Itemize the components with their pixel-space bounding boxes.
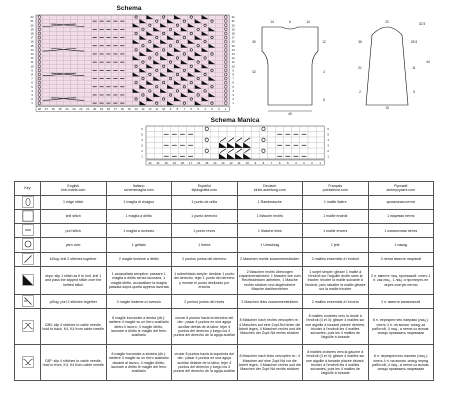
header-italiano: Italiano schemimaglia.com [106,182,172,196]
column-number: 12 [148,107,152,111]
sleeve-row-number: 6 [327,127,329,132]
key-row-k2tog [15,252,434,266]
key-it-cell: 1 accavallata semplice: passare 1 maglia a diritto senza lavorarla, 1 maglia diritto, accavallare la maglia passata sopra quella appena lavorata [106,267,172,295]
body-dimension: 12 [322,40,326,44]
purl-icon [22,224,34,236]
header-english: English knit-charts.com [41,182,107,196]
key-row-knit [15,209,434,223]
column-number: 22 [79,107,83,111]
row-number: 18 [231,31,235,36]
body-dimension: 14 [270,20,274,24]
key-row-yo [15,238,434,252]
key-en-cell: C8F: slip 4 stitches to cable needle, hold to front, K4, K4 from cable needle [41,345,107,381]
key-row-c8f [15,345,434,381]
p2tog-icon [22,295,34,307]
column-number: 10 [162,107,166,111]
key-ru-cell: 2 п. вместе изнаночной [368,295,434,309]
column-number: 15 [127,107,131,111]
column-number: 9 [169,107,172,111]
key-symbol-cell [15,267,41,295]
key-es-cell: 1 hebra [172,238,238,252]
key-fr-cell: 8 mailles croisées vers la droite à l'endroit (4 et 4): glisser 4 mailles sur une aiguille à torsade placée derrière, tricoter à l'endroit les 4 mailles suivantes, puis les 4 mailles de l'aiguille à torsade [303,309,369,345]
sleeve-column-number: 22 [148,160,152,165]
sleeve-row-number: 6 [141,127,143,132]
body-dimension: 14 [306,20,310,24]
header-key: Key [15,182,41,196]
sleeve-column-number: 9 [254,160,257,165]
sleeve-column-number: 6 [278,160,281,165]
sleeve-column-number: 21 [156,160,160,165]
row-number: 18 [30,31,34,36]
sleeve-dimension: 11 [412,66,416,70]
row-number: 22 [30,15,34,20]
row-number: 14 [30,47,34,52]
key-fr-cell: 1 surjet simple: glisser 1 maille à l'endroit sur l'aiguille droite sans la tricoter, tricoter la maille suivante à l'endroit, puis rabattre la maille glissée sur la maille tricotée [303,267,369,295]
key-symbol-cell [15,295,41,309]
key-symbol-cell [15,209,41,223]
row-number: 5 [31,84,33,89]
row-number: 14 [231,47,235,52]
column-number: 8 [176,107,179,111]
key-en-cell: p2tog: purl 2 stitches together [41,295,107,309]
key-en-cell: knit stitch [41,209,107,223]
row-number: 17 [231,35,235,40]
key-it-cell: 1 gettato [106,238,172,252]
column-number: 13 [141,107,145,111]
body-dimension: 32 [252,70,256,74]
key-ru-cell: 8 п. перекрестить направо (лиц.): снять 4 п. на вспом. спицу за работой, 4 лиц., а петли со вспом. спицы провязать лицевыми [368,309,434,345]
sleeve-outline [366,27,408,105]
key-ru-cell: 1 лицевая петля [368,209,434,223]
yo-icon [22,238,34,250]
key-de-cell: 8 Maschen nach rechts verzopfen re.: 4 Maschen auf eine Zopf-Nd hinter die Arbeit legen, 4 Maschen rechts und die Maschen der Zopf-Nd rechts stricken [237,309,303,345]
edge-icon [22,196,34,208]
sleeve-row-number: 3 [141,143,143,148]
row-number: 2 [232,97,234,102]
column-number: 11 [155,107,159,111]
sleeve-column-number: 4 [295,160,297,165]
key-es-cell: cruzar 8 puntos hacia la derecha del der.: pasar 4 puntos en una aguja auxiliar detrás de la labor, tejer 4 puntos del derecho y luego los 4 puntos del derecho de la aguja auxiliar [172,309,238,345]
row-number: 16 [231,39,235,44]
row-number: 6 [31,80,33,85]
sleeve-column-number: 8 [262,160,265,165]
row-number: 7 [232,76,234,81]
header-francais: Français pointstricot.com [303,182,369,196]
k2tog-icon [22,253,34,265]
key-es-cell: 2 puntos juntos del derecho [172,252,238,266]
key-de-cell: 1 Masche rechts [237,209,303,223]
column-number: 5 [197,107,199,111]
key-de-cell: 8 Maschen nach links verzopfen re.: 4 Maschen auf eine Zopf-Nd vor die Arbeit legen, 4 Maschen rechts und die Maschen der Zopf-Nd rechts stricken [237,345,303,381]
body-outline [262,27,318,105]
row-number: 20 [231,23,235,28]
sleeve-dimension: 21 [358,66,362,70]
header-deutsch: Deutsch strick-anleitung.com [237,182,303,196]
row-number: 1 [31,101,33,106]
column-number: 24 [65,107,69,111]
sleeve-column-number: 16 [197,160,201,165]
column-number: 7 [183,107,186,111]
symbol-frame [22,196,33,207]
column-number: 26 [51,107,55,111]
body-dimension: 30 [252,40,256,44]
column-number: 18 [106,107,111,111]
column-number: 2 [218,107,220,111]
key-symbol-cell [15,309,41,345]
row-number: 15 [30,43,34,48]
sleeve-dimension: 2 [359,90,361,94]
key-symbol-cell [15,195,41,209]
row-number: 2 [31,97,33,102]
key-de-cell: 1 Randmasche [237,195,303,209]
column-number: 27 [44,107,48,111]
row-number: 10 [231,64,235,69]
body-dimension: 2 [323,70,325,74]
key-table-header-row [15,182,434,196]
sleeve-column-number: 1 [319,160,321,165]
body-dimension: 40 [288,112,292,116]
sleeve-dimension: 32.5 [418,22,426,26]
c8f-icon [22,356,34,368]
symbol-frame [22,239,33,250]
sleeve-column-number: 13 [221,160,225,165]
key-it-cell: 1 maglia di vivagno [106,195,172,209]
key-de-cell: 2 Maschen rechts zusammenstricken [237,252,303,266]
sleeve-dimension: 15 [385,106,389,110]
key-row-skpo [15,267,434,295]
key-ru-cell: 1 накид [368,238,434,252]
header-espanol: Español tejidografia.com [172,182,238,196]
symbol-frame [22,321,33,332]
sleeve-dimension: 36 [358,40,362,44]
row-number: 1 [232,101,234,106]
key-en-cell: C8B: slip 4 stitches to cable needle, hold to back, K4, K4 from cable needle [41,309,107,345]
key-ru-cell: кромочная петля [368,195,434,209]
sleeve-stitch-chart [138,124,338,172]
body-dimension: 5 [323,98,325,102]
row-number: 15 [231,43,235,48]
key-symbol-cell [15,224,41,238]
sleeve-column-number: 20 [164,160,168,165]
sleeve-row-number: 4 [327,138,329,143]
garment-schematics [242,13,442,119]
key-it-cell: 2 maglie insieme a rovescio [106,295,172,309]
row-number: 8 [232,72,234,77]
key-row-c8b [15,309,434,345]
sleeve-column-number: 10 [245,160,249,165]
key-fr-cell: 8 mailles croisées vers la gauche à l'endroit (4 et 4): glisser 4 mailles sur une aiguille à torsade placée devant, tricoter à l'endroit les 4 mailles suivantes, puis les 4 mailles de l'aiguille à torsade [303,345,369,381]
key-it-cell: 1 maglia a diritto [106,209,172,223]
column-number: 25 [58,107,62,111]
column-number: 3 [211,107,213,111]
row-number: 9 [232,68,234,73]
knit-stitch-symbol [23,211,33,221]
key-fr-cell: 1 maille lisière [303,195,369,209]
schema-manica-title: Schema Manica [210,117,260,124]
sleeve-column-number: 12 [229,160,233,165]
sleeve-row-number: 1 [141,154,143,159]
sleeve-row-number: 5 [327,132,329,137]
row-number: 8 [31,72,33,77]
sleeve-row-number: 3 [327,143,329,148]
knit-icon [22,210,34,222]
key-fr-cell: 1 maille envers [303,224,369,238]
sleeve-column-number: 15 [205,160,209,165]
row-number: 17 [30,35,34,40]
key-en-cell: skpo: slip 1 stitch as if to knit, knit 1 and pass the slipped stitch over the knitted stitch [41,267,107,295]
stitch-key-table [14,181,434,381]
row-number: 9 [31,68,33,73]
sleeve-dimension: 44 [426,60,430,64]
column-number: 20 [93,107,97,111]
row-number: 19 [30,27,34,32]
column-number: 16 [120,107,124,111]
key-es-cell: 1 sobrehilado simple: deslizar 1 punto del derecho, tejer 1 punto del derecho y montar el punto deslizado por encima [172,267,238,295]
sleeve-row-number: 5 [141,132,143,137]
key-de-cell: 2 Maschen links zusammenstricken [237,295,303,309]
key-en-cell: purl stitch [41,224,107,238]
key-es-cell: 2 puntos juntos del revés [172,295,238,309]
row-number: 4 [31,88,33,93]
row-number: 5 [232,84,234,89]
sleeve-row-number: 2 [141,149,143,154]
row-number: 10 [30,64,34,69]
row-number: 22 [231,15,235,20]
row-number: 21 [231,19,235,24]
skpo-icon [22,274,34,286]
key-es-cell: 1 punto de orilla [172,195,238,209]
row-number: 20 [30,23,34,28]
column-number: 6 [190,107,193,111]
key-es-cell: 1 punto revés [172,224,238,238]
key-it-cell: 2 maglie insieme a diritto [106,252,172,266]
key-fr-cell: 1 jeté [303,238,369,252]
sleeve-column-number: 7 [270,160,273,165]
key-es-cell: 1 punto derecho [172,209,238,223]
key-ru-cell: 8 п. перекрестить налево (лиц.): снять 4 п. на вспом. спицу перед работой, 4 лиц., а петли со вспом. спицы провязать лицевыми [368,345,434,381]
key-it-cell: 8 maglie incrociate a destra (dir.): mettere 4 maglie su un ferro ausiliario dietro il lavoro, 4 maglie diritto, lavorare a diritto le maglie del ferro ausiliario [106,309,172,345]
key-en-cell: k2tog: knit 2 stitches together [41,252,107,266]
sleeve-row-number: 1 [327,154,329,159]
sleeve-column-number: 11 [237,160,241,165]
schema-title: Schema [116,5,142,12]
key-it-cell: 8 maglie incrociate a sinistra (dir.): mettere 4 maglie su un ferro ausiliario davanti al lavoro, 4 maglie diritto, lavorare a diritto le maglie del ferro ausiliario [106,345,172,381]
row-number: 11 [231,60,235,65]
row-number: 11 [30,60,34,65]
symbol-frame [22,357,33,368]
row-number: 13 [30,51,34,56]
key-en-cell: 1 edge stitch [41,195,107,209]
column-number: 19 [99,107,104,111]
sleeve-column-number: 5 [286,160,289,165]
sleeve-dimension: 25.5 [410,40,418,44]
column-number: 28 [37,107,42,111]
column-number: 21 [86,107,90,111]
row-number: 13 [231,51,235,56]
key-de-cell: 1 Masche links [237,224,303,238]
key-ru-cell: 2 петли вместе лицевой [368,252,434,266]
key-en-cell: yarn over [41,238,107,252]
header-russkiy: Русский shemyvyazhi.com [368,182,434,196]
key-row-p2tog [15,295,434,309]
c8b-icon [22,320,34,332]
key-de-cell: 1 Umschlag [237,238,303,252]
key-de-cell: 2 Maschen rechts überzogen zusammenstricken: 1 Masche wie zum Rechtsstricken abheben, 1 Masche rechts stricken und abgehobene Masche darüberziehen [237,267,303,295]
key-ru-cell: 2 п. вместе лиц. протяжкой: снять 1 п. как лиц., 1 лиц. и протянуть ее через снятую петлю [368,267,434,295]
key-fr-cell: 2 mailles ensemble à l'endroit [303,252,369,266]
sleeve-row-number: 4 [141,138,143,143]
sleeve-dimension: 22 [385,20,389,24]
key-row-purl [15,224,434,238]
row-number: 12 [30,56,34,61]
row-number: 4 [232,88,234,93]
row-number: 6 [232,80,234,85]
body-dimension: 6 [289,20,291,24]
row-number: 16 [30,39,34,44]
column-number: 23 [72,107,76,111]
column-number: 14 [134,107,138,111]
key-row-edge [15,195,434,209]
row-number: 3 [232,92,234,97]
row-number: 21 [30,19,34,24]
sleeve-column-number: 17 [188,160,193,165]
sleeve-column-number: 18 [180,160,185,165]
sleeve-column-number: 3 [303,160,305,165]
sleeve-column-number: 2 [311,160,313,165]
key-fr-cell: 1 maille endroit [303,209,369,223]
key-symbol-cell [15,252,41,266]
row-number: 19 [231,27,235,32]
key-symbol-cell [15,345,41,381]
key-it-cell: 1 maglia a rovescio [106,224,172,238]
column-number: 1 [224,107,227,111]
row-number: 12 [231,56,235,61]
row-number: 7 [31,76,33,81]
row-number: 3 [31,92,33,97]
key-es-cell: cruzar 8 puntos hacia la izquierda del der.: pasar 4 puntos en una aguja auxiliar delante de la labor, tejer 4 puntos del derecho y luego los 4 puntos del derecho de la aguja auxiliar [172,345,238,381]
column-number: 17 [113,107,117,111]
sleeve-column-number: 14 [213,160,217,165]
column-number: 4 [204,107,206,111]
sleeve-row-number: 2 [327,149,329,154]
key-ru-cell: 1 изнаночная петля [368,224,434,238]
key-fr-cell: 2 mailles ensemble à l'envers [303,295,369,309]
key-symbol-cell [15,238,41,252]
main-stitch-chart [28,13,234,119]
sleeve-column-number: 19 [172,160,176,165]
sleeve-dimension: 5 [413,90,415,94]
